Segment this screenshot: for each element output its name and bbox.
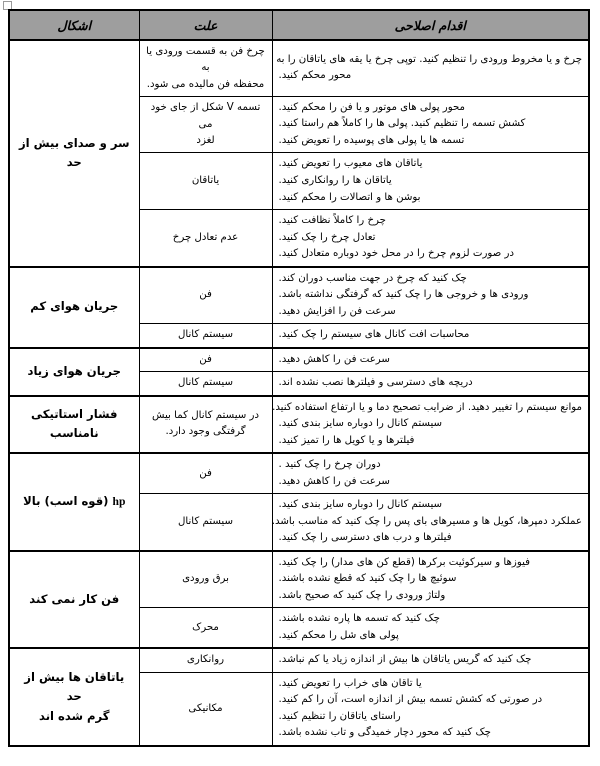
action-line: سرعت فن را افزایش دهید. — [278, 305, 396, 317]
cell-problem — [9, 267, 139, 348]
action-line: چک کنید که چرخ در جهت مناسب دوران کند. — [278, 272, 467, 284]
cell-corrective-action — [272, 494, 589, 551]
column-header-cause: علت — [139, 10, 272, 40]
action-line: تسمه ها یا پولی های پوسیده را تعویض کنید. — [278, 134, 465, 146]
cell-corrective-action — [272, 267, 589, 324]
problem-line: یاتاقان ها بیش از حد — [24, 669, 125, 704]
action-line: فیلترها و یا کویل ها را تمیز کنید. — [278, 434, 415, 446]
column-header-problem: اشکال — [9, 10, 139, 40]
cause-line: چرخ فن به قسمت ورودی یا به — [146, 46, 265, 74]
action-line: یاتاقان های معیوب را تعویض کنید. — [278, 158, 423, 170]
cell-corrective-action — [272, 453, 589, 494]
problem-line: جریان هوای زیاد — [27, 363, 121, 378]
action-line: سرعت فن را کاهش دهید. — [278, 475, 390, 487]
action-line: ولتاژ ورودی را چک کنید که صحیح باشد. — [278, 589, 446, 601]
cell-cause — [139, 153, 272, 210]
cause-line: در سیستم کانال کما بیش — [152, 410, 259, 422]
table-header — [9, 10, 589, 40]
table-row — [9, 453, 589, 494]
cell-cause — [139, 96, 272, 153]
cause-line: برق ورودی — [182, 573, 229, 585]
action-line: راستای یاتاقان را تنظیم کنید. — [278, 710, 401, 722]
action-line: سیستم کانال را دوباره سایز بندی کنید. — [278, 418, 443, 430]
cell-cause — [139, 210, 272, 267]
table-row — [9, 40, 589, 96]
action-line: کشش تسمه را تنظیم کنید. پولی ها را کاملاً هم راستا کنید. — [278, 118, 526, 130]
cell-cause — [139, 453, 272, 494]
action-line: دریچه های دسترسی و فیلترها نصب نشده اند. — [278, 377, 473, 389]
action-line: سرعت فن را کاهش دهید. — [278, 353, 390, 365]
table-body — [9, 40, 589, 746]
problem-line: فشار استاتیکی نامناسب — [31, 406, 118, 441]
action-line: فیلترها و درب های دسترسی را چک کنید. — [278, 532, 452, 544]
cell-corrective-action — [272, 551, 589, 608]
cause-line: سیستم کانال — [177, 377, 234, 389]
problem-line: hp (قوه اسب) بالا — [23, 494, 126, 509]
cell-cause — [139, 348, 272, 372]
cell-corrective-action — [272, 648, 589, 672]
cell-cause — [139, 372, 272, 396]
action-line: چرخ و یا مخروط ورودی را تنظیم کنید. توپی چرخ یا یقه های یاتاقان را به — [276, 53, 582, 65]
cause-line: تسمه V شکل از جای خود می — [150, 102, 261, 130]
action-line: فیوزها و سیرکوئیت برکرها (قطع کن های مدار) را چک کنید. — [278, 556, 531, 568]
cause-line: محرک — [192, 621, 219, 633]
cell-corrective-action — [272, 96, 589, 153]
cause-line: فن — [199, 353, 212, 365]
cell-cause — [139, 494, 272, 551]
cell-problem — [9, 40, 139, 267]
cell-cause — [139, 672, 272, 746]
action-line: پولی های شل را محکم کنید. — [278, 629, 399, 641]
action-line: چک کنید که تسمه ها پاره نشده باشند. — [278, 613, 440, 625]
cell-corrective-action — [272, 324, 589, 348]
action-line: ورودی ها و خروجی ها را چک کنید که گرفتگی نداشته باشد. — [278, 289, 529, 301]
cell-corrective-action — [272, 348, 589, 372]
cause-line: سیستم کانال — [177, 515, 234, 527]
troubleshooting-table — [8, 9, 590, 747]
cause-line: فن — [199, 289, 212, 301]
cell-problem — [9, 453, 139, 551]
cell-corrective-action — [272, 672, 589, 746]
problem-latin-token: hp — [112, 495, 126, 509]
action-line: چک کنید که محور دچار خمیدگی و تاب نشده باشد. — [278, 727, 491, 739]
cause-line: سیستم کانال — [177, 329, 234, 341]
cell-cause — [139, 608, 272, 649]
problem-line: سر و صدای بیش از حد — [18, 135, 130, 170]
cell-cause — [139, 267, 272, 324]
cause-line: عدم تعادل چرخ — [172, 231, 239, 243]
table-row — [9, 396, 589, 454]
cause-line: روانکاری — [186, 654, 225, 666]
cell-problem — [9, 551, 139, 649]
action-line: محور پولی های موتور و یا فن را محکم کنید. — [278, 101, 465, 113]
cell-corrective-action — [272, 608, 589, 649]
table-row — [9, 648, 589, 672]
cause-line: محفظه فن مالیده می شود. — [146, 78, 265, 90]
cause-line: یاتاقان — [191, 175, 220, 187]
cell-cause — [139, 324, 272, 348]
cause-line: گرفتگی وجود دارد. — [165, 426, 246, 438]
action-line: سوئیچ ها را چک کنید که قطع نشده باشند. — [278, 573, 457, 585]
cause-line: لغزد — [196, 134, 215, 146]
action-line: چرخ را کاملاً نظافت کنید. — [278, 215, 386, 227]
action-line: یاتاقان ها را روانکاری کنید. — [278, 175, 392, 186]
cell-cause — [139, 648, 272, 672]
cell-problem — [9, 348, 139, 396]
table-row — [9, 267, 589, 324]
action-line: یا تاقان های خراب را تعویض کنید. — [278, 677, 422, 689]
action-line: در صورتی که کشش تسمه بیش از اندازه است، آن را کم کنید. — [278, 694, 543, 706]
cell-problem — [9, 396, 139, 454]
problem-line: فن کار نمی کند — [29, 591, 120, 606]
cause-line: مکانیکی — [188, 702, 223, 714]
problem-line: جریان هوای کم — [30, 299, 119, 314]
action-line: محور محکم کنید. — [278, 70, 352, 82]
cell-corrective-action — [272, 40, 589, 96]
table-row — [9, 348, 589, 372]
table-header-row — [9, 10, 589, 40]
cell-cause — [139, 551, 272, 608]
cell-cause — [139, 40, 272, 96]
action-line: محاسبات افت کانال های سیستم را چک کنید. — [278, 329, 470, 341]
action-line: در صورت لزوم چرخ را در محل خود دوباره متعادل کنید. — [278, 248, 514, 260]
action-line: عملکرد دمپرها، کویل ها و مسیرهای بای پس را چک کنید که مناسب باشد. — [271, 515, 582, 527]
action-line: تعادل چرخ را چک کنید. — [278, 231, 376, 243]
cell-corrective-action — [272, 372, 589, 396]
cell-problem — [9, 648, 139, 746]
cell-corrective-action — [272, 396, 589, 454]
problem-line: گرم شده اند — [39, 709, 110, 724]
cause-line: فن — [199, 467, 212, 479]
action-line: بوشن ها و اتصالات را محکم کنید. — [278, 191, 421, 203]
action-line: دوران چرخ را چک کنید . — [278, 459, 381, 471]
cell-corrective-action — [272, 210, 589, 267]
cell-cause — [139, 396, 272, 454]
action-line: موانع سیستم را تغییر دهید. از ضرایب تصحیح دما و یا ارتفاع استفاده کنید. — [272, 401, 582, 413]
cell-corrective-action — [272, 153, 589, 210]
column-header-action: اقدام اصلاحی — [272, 10, 589, 40]
action-line: سیستم کانال را دوباره سایز بندی کنید. — [278, 499, 443, 511]
action-line: چک کنید که گریس یاتاقان ها بیش از اندازه زیاد یا کم نباشد. — [278, 654, 532, 666]
table-row — [9, 551, 589, 608]
